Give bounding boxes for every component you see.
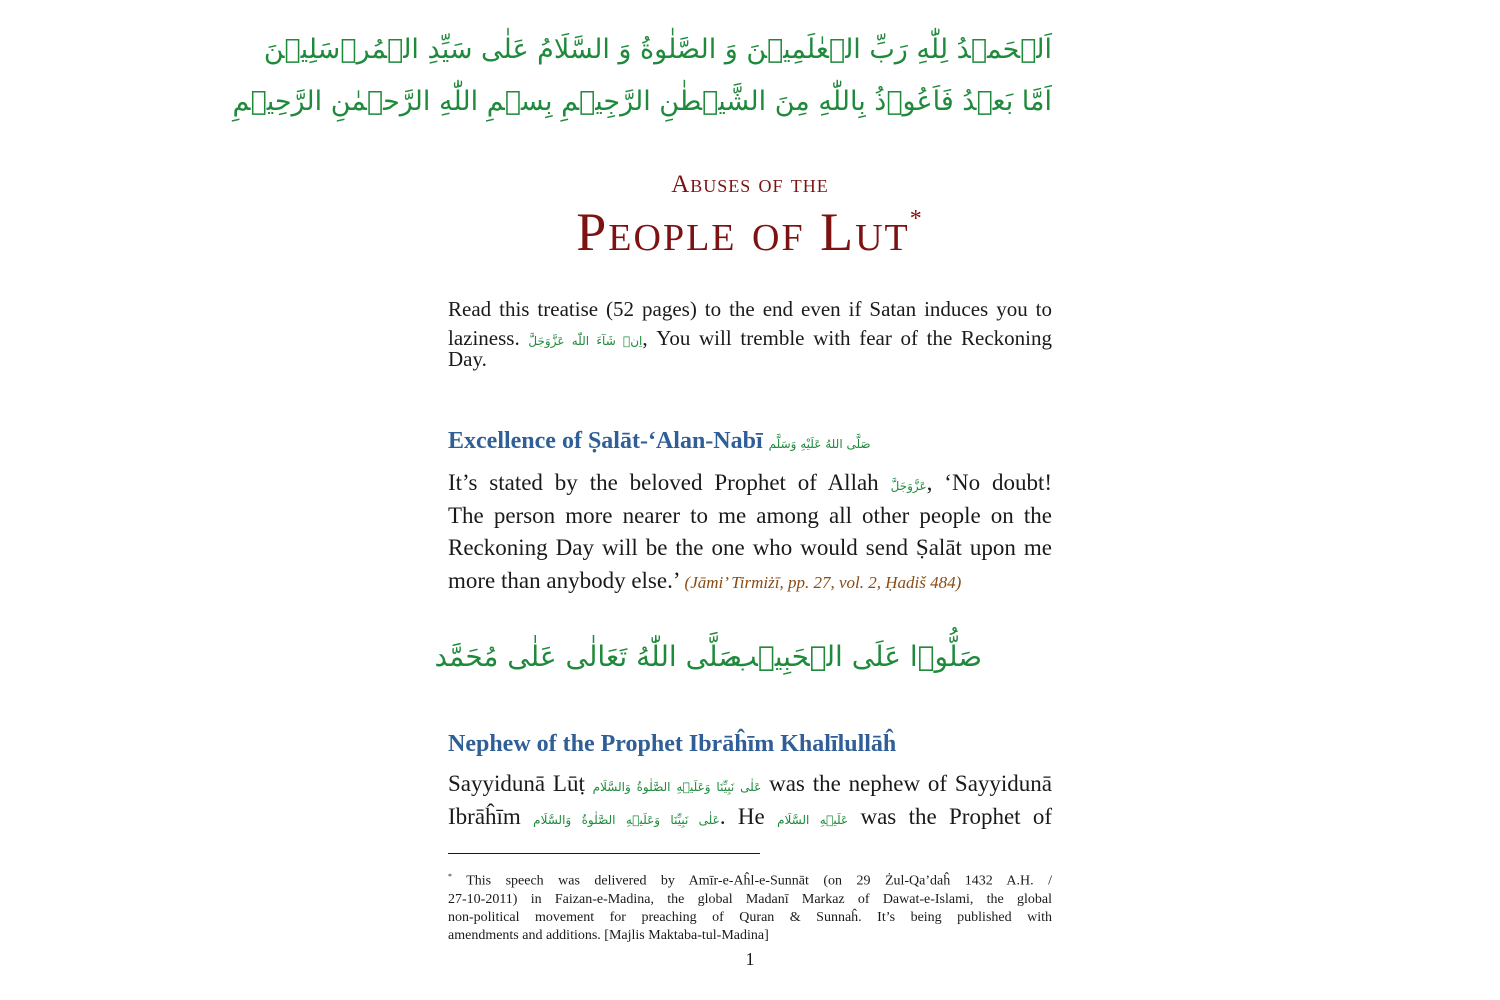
intro-paragraph <box>448 297 1053 371</box>
section-heading-excellence-text: Excellence of Ṣalāt-‘Alan-Nabī <box>448 428 763 454</box>
intro-text-start: laziness. <box>448 326 520 350</box>
inshallah-arabic: اِنۡ شَآءَ اللّٰه عَزَّوَجَلَّ <box>528 334 643 348</box>
page-title <box>448 202 1052 262</box>
nephew-line-2-end: was the Prophet of <box>860 803 1053 829</box>
durood-left: صَلَّى اللّٰهُ تَعَالٰى عَلٰى مُحَمَّد <box>434 640 742 673</box>
title-subheading: Abuses of the <box>671 171 829 198</box>
page-title-text: People of Lut <box>576 202 910 262</box>
hadith-line-4 <box>448 569 1052 602</box>
salutation-arabic-2: عَلٰى نَبِيِّنَا وَعَلَيۡهِ الصَّلٰوةُ وَالسَّلَام <box>533 812 720 827</box>
intro-text-end: , You will tremble with fear of the Reckoning Day. <box>448 326 1053 371</box>
footnote-line-3: non-political movement for preaching of Quran & Sunnaĥ. It’s being published with <box>448 909 1052 925</box>
section-heading-nephew: Nephew of the Prophet Ibrāĥīm Khalīlullāĥ <box>448 731 897 757</box>
arabic-praise-line: اَلۡحَمۡدُ لِلّٰهِ رَبِّ الۡعٰلَمِيۡنَ وَ الصَّلٰوةُ وَ السَّلَامُ عَلٰى سَيِّدِ الۡمُرۡسَلِيۡنَ <box>263 34 1052 65</box>
page-number: 1 <box>745 949 755 969</box>
footnote-line-1-text: This speech was delivered by Amīr-e-Aĥl-e-Sunnāt (on 29 Żul-Qa’daĥ 1432 A.H. / <box>466 873 1052 889</box>
hadith-text-start: It’s stated by the beloved Prophet of Allah <box>448 470 879 495</box>
hadith-line-4-text: more than anybody else.’ <box>448 567 679 593</box>
footnote-line-4: amendments and additions. [Majlis Maktaba-tul-Madina] <box>448 927 769 943</box>
hadith-text-end: , ‘No doubt! <box>926 470 1053 495</box>
hadith-line-1 <box>448 471 1052 504</box>
footnote-line-2: 27-10-2011) in Faizan-e-Madina, the global Madanī Markaz of Dawat-e-Islami, the global <box>448 891 1052 907</box>
alayhissalam-arabic: عَلَيۡهِ السَّلَام <box>777 812 849 827</box>
intro-line-1: Read this treatise (52 pages) to the end even if Satan induces you to <box>448 297 1052 321</box>
hadith-paragraph <box>448 471 1052 601</box>
footnote <box>448 868 1052 945</box>
hadith-line-2: The person more nearer to me among all other people on the <box>448 502 1052 528</box>
salawat-arabic: صَلَّى اللهُ عَلَيْهِ وَسَلَّم <box>768 437 871 451</box>
nephew-line-1-start: Sayyidunā Lūṭ <box>448 771 585 796</box>
nephew-line-1 <box>448 772 1052 805</box>
durood-right: صَلُّوۡا عَلَى الۡحَبِيۡب <box>730 640 982 673</box>
arabic-bismillah-line: اَمَّا بَعۡدُ فَاَعُوۡذُ بِاللّٰهِ مِنَ الشَّيۡطٰنِ الرَّجِيۡمِ بِسۡمِ اللّٰهِ الرَّحۡمٰنِ الرَّحِيۡمِ <box>232 86 1052 117</box>
intro-line-2 <box>448 326 1053 371</box>
salutation-arabic-1: عَلٰى نَبِيِّنَا وَعَلَيۡهِ الصَّلٰوةُ وَالسَّلَام <box>592 780 762 794</box>
section-heading-excellence <box>448 429 1052 453</box>
nephew-paragraph <box>448 772 1052 837</box>
hadith-citation: (Jāmi’ Tirmiżī, pp. 27, vol. 2, Ḥadiš 484) <box>684 572 962 592</box>
nephew-line-2-mid: . He <box>719 803 765 829</box>
footnote-line-1 <box>448 868 1052 891</box>
nephew-line-2 <box>448 805 1052 838</box>
nephew-line-2-start: Ibrāĥīm <box>448 803 521 829</box>
footnote-divider <box>448 853 760 854</box>
nephew-line-1-end: was the nephew of Sayyidunā <box>769 771 1053 796</box>
azzawajal-arabic: عَزَّوَجَلَّ <box>890 479 927 493</box>
footnote-marker: * <box>448 872 452 881</box>
hadith-line-3: Reckoning Day will be the one who would send Ṣalāt upon me <box>448 535 1052 560</box>
footnote-star-marker: * <box>909 206 924 232</box>
